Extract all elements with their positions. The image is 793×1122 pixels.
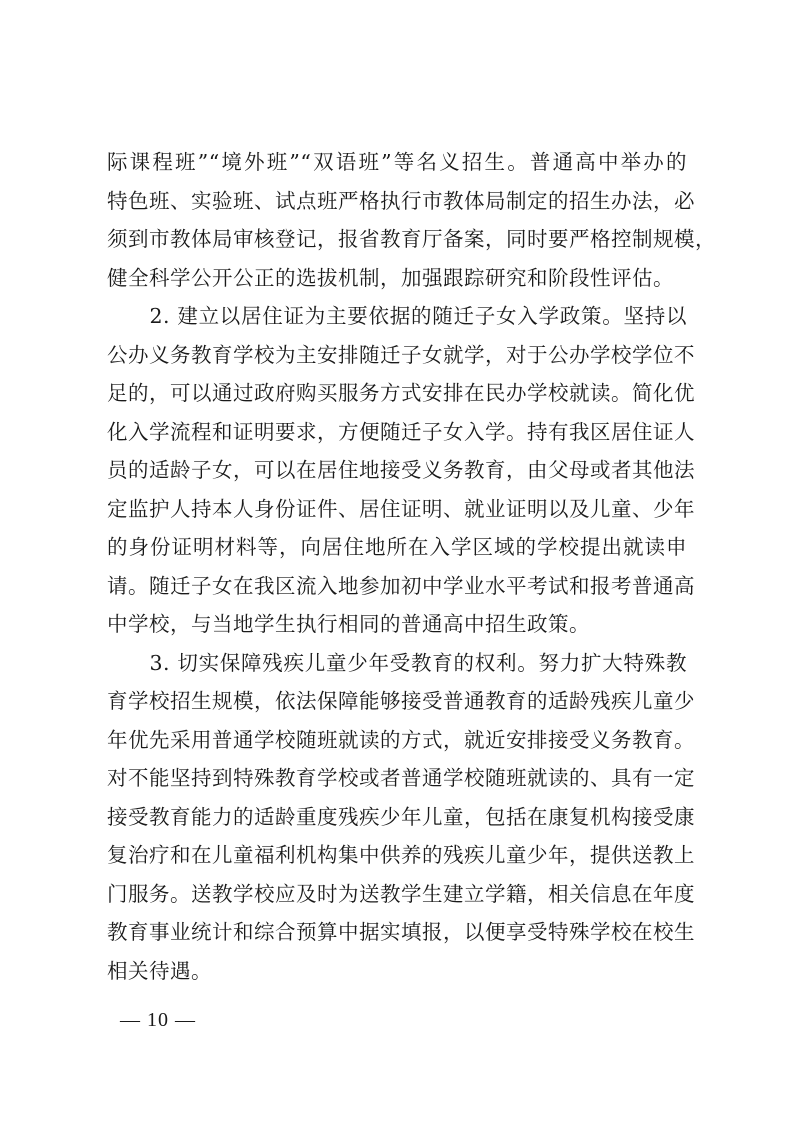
text-line: 中学校，与当地学生执行相同的普通高中招生政策。 bbox=[107, 612, 590, 636]
text-line: 定监护人持本人身份证件、居住证明、就业证明以及儿童、少年 bbox=[107, 496, 695, 521]
text-line: 复治疗和在儿童福利机构集中供养的残疾儿童少年，提供送教上 bbox=[107, 843, 695, 867]
page-number: — 10 — bbox=[120, 1009, 196, 1031]
text-line: 特色班、实验班、试点班严格执行市教体局制定的招生办法，必 bbox=[107, 188, 695, 213]
text-line: 对不能坚持到特殊教育学校或者普通学校随班就读的、具有一定 bbox=[107, 766, 695, 790]
text-line: 际课程班”“境外班”“双语班”等名义招生。普通高中举办的 bbox=[107, 150, 687, 174]
text-line: 员的适龄子女，可以在居住地接受义务教育，由父母或者其他法 bbox=[107, 458, 695, 482]
text-line: 健全科学公开公正的选拔机制，加强跟踪研究和阶段性评估。 bbox=[107, 265, 674, 290]
text-line: 的身份证明材料等，向居住地所在入学区域的学校提出就读申 bbox=[107, 535, 687, 559]
text-line: 门服务。送教学校应及时为送教学生建立学籍，相关信息在年度 bbox=[107, 881, 695, 906]
text-line: 教育事业统计和综合预算中据实填报，以便享受特殊学校在校生 bbox=[107, 920, 695, 944]
text-line: 育学校招生规模，依法保障能够接受普通教育的适龄残疾儿童少 bbox=[107, 689, 695, 713]
text-line: 接受教育能力的适龄重度残疾少年儿童，包括在康复机构接受康 bbox=[107, 804, 695, 829]
text-line: 请。随迁子女在我区流入地参加初中学业水平考试和报考普通高 bbox=[107, 573, 695, 598]
text-line: 足的，可以通过政府购买服务方式安排在民办学校就读。简化优 bbox=[107, 381, 695, 405]
text-line: 化入学流程和证明要求，方便随迁子女入学。持有我区居住证人 bbox=[107, 419, 695, 444]
text-line: 相关待遇。 bbox=[107, 958, 212, 983]
text-line: 2. 建立以居住证为主要依据的随迁子女入学政策。坚持以 bbox=[107, 304, 687, 328]
text-line: 年优先采用普通学校随班就读的方式，就近安排接受义务教育。 bbox=[107, 727, 695, 752]
text-line: 3. 切实保障残疾儿童少年受教育的权利。努力扩大特殊教 bbox=[107, 650, 687, 675]
text-line: 公办义务教育学校为主安排随迁子女就学，对于公办学校学位不 bbox=[107, 342, 695, 367]
text-line: 须到市教体局审核登记，报省教育厅备案，同时要严格控制规模， bbox=[107, 227, 716, 251]
body-text bbox=[107, 143, 716, 990]
